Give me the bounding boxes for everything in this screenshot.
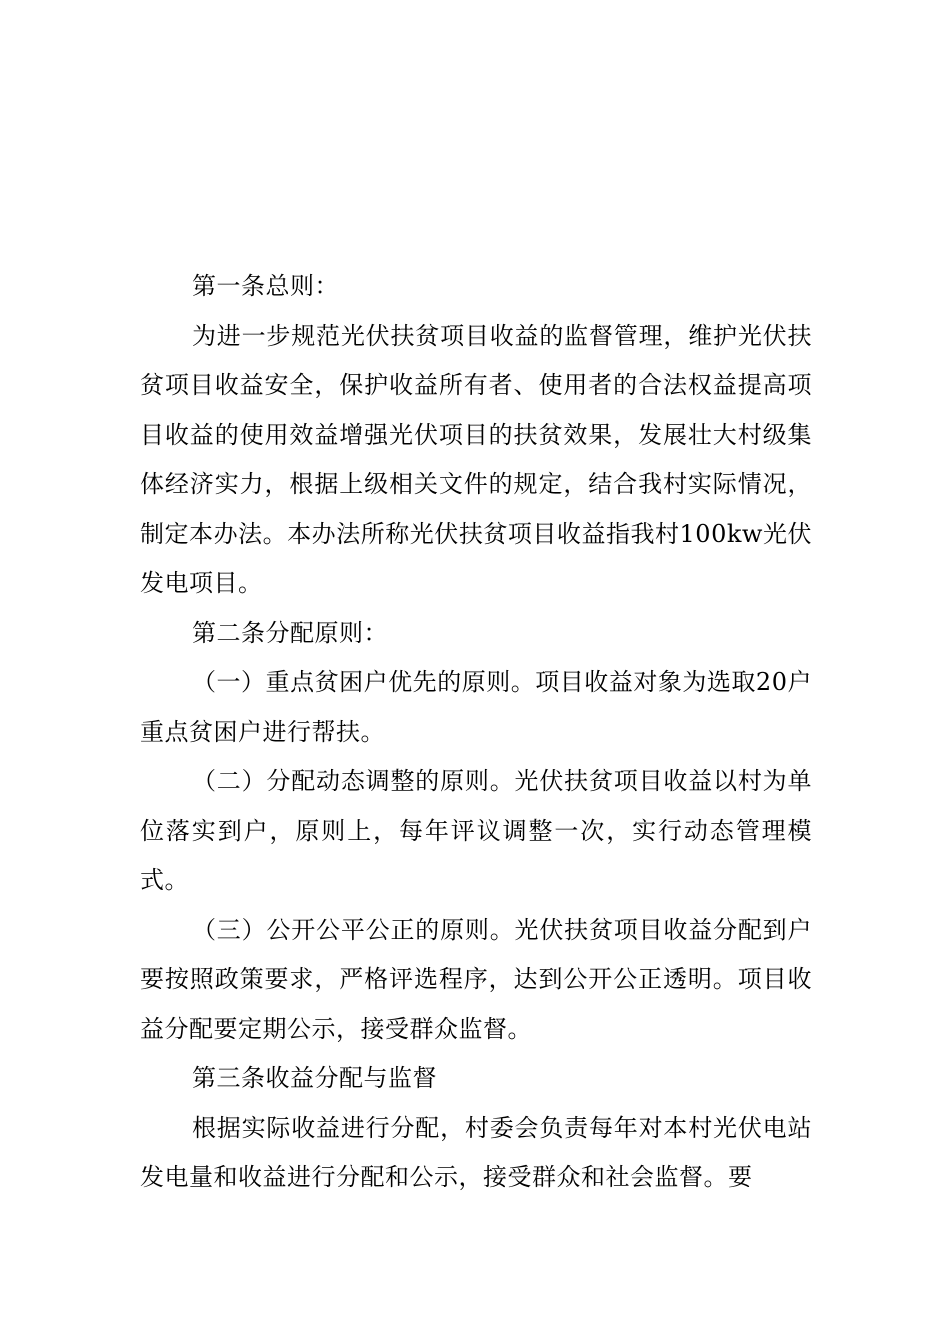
principle-3: （三）公开公平公正的原则。光伏扶贫项目收益分配到户要按照政策要求，严格评选程序，达到公开公正透明。项目收益分配要定期公示，接受群众监督。 (140, 915, 812, 1043)
article-1-heading: 第一条总则： (192, 272, 339, 300)
article-3-body: 根据实际收益进行分配，村委会负责每年对本村光伏电站发电量和收益进行分配和公示，接受群众和社会监督。要 (140, 1113, 812, 1191)
article-3-heading: 第三条收益分配与监督 (192, 1064, 437, 1092)
article-2-heading: 第二条分配原则： (192, 618, 388, 647)
document-body (140, 262, 812, 1203)
article-1-body: 为进一步规范光伏扶贫项目收益的监督管理，维护光伏扶贫项目收益安全，保护收益所有者、使用者的合法权益提高项目收益的使用效益增强光伏项目的扶贫效果，发展壮大村级集体经济实力，根据上级相关文件的规定，结合我村实际情况，制定本办法。本办法所称光伏扶贫项目收益指我村100kw光伏发电项目。 (140, 321, 812, 597)
principle-2: （二）分配动态调整的原则。光伏扶贫项目收益以村为单位落实到户，原则上，每年评议调整一次，实行动态管理模式。 (140, 767, 812, 894)
principle-1: （一）重点贫困户优先的原则。项目收益对象为选取20户重点贫困户进行帮扶。 (140, 668, 812, 746)
